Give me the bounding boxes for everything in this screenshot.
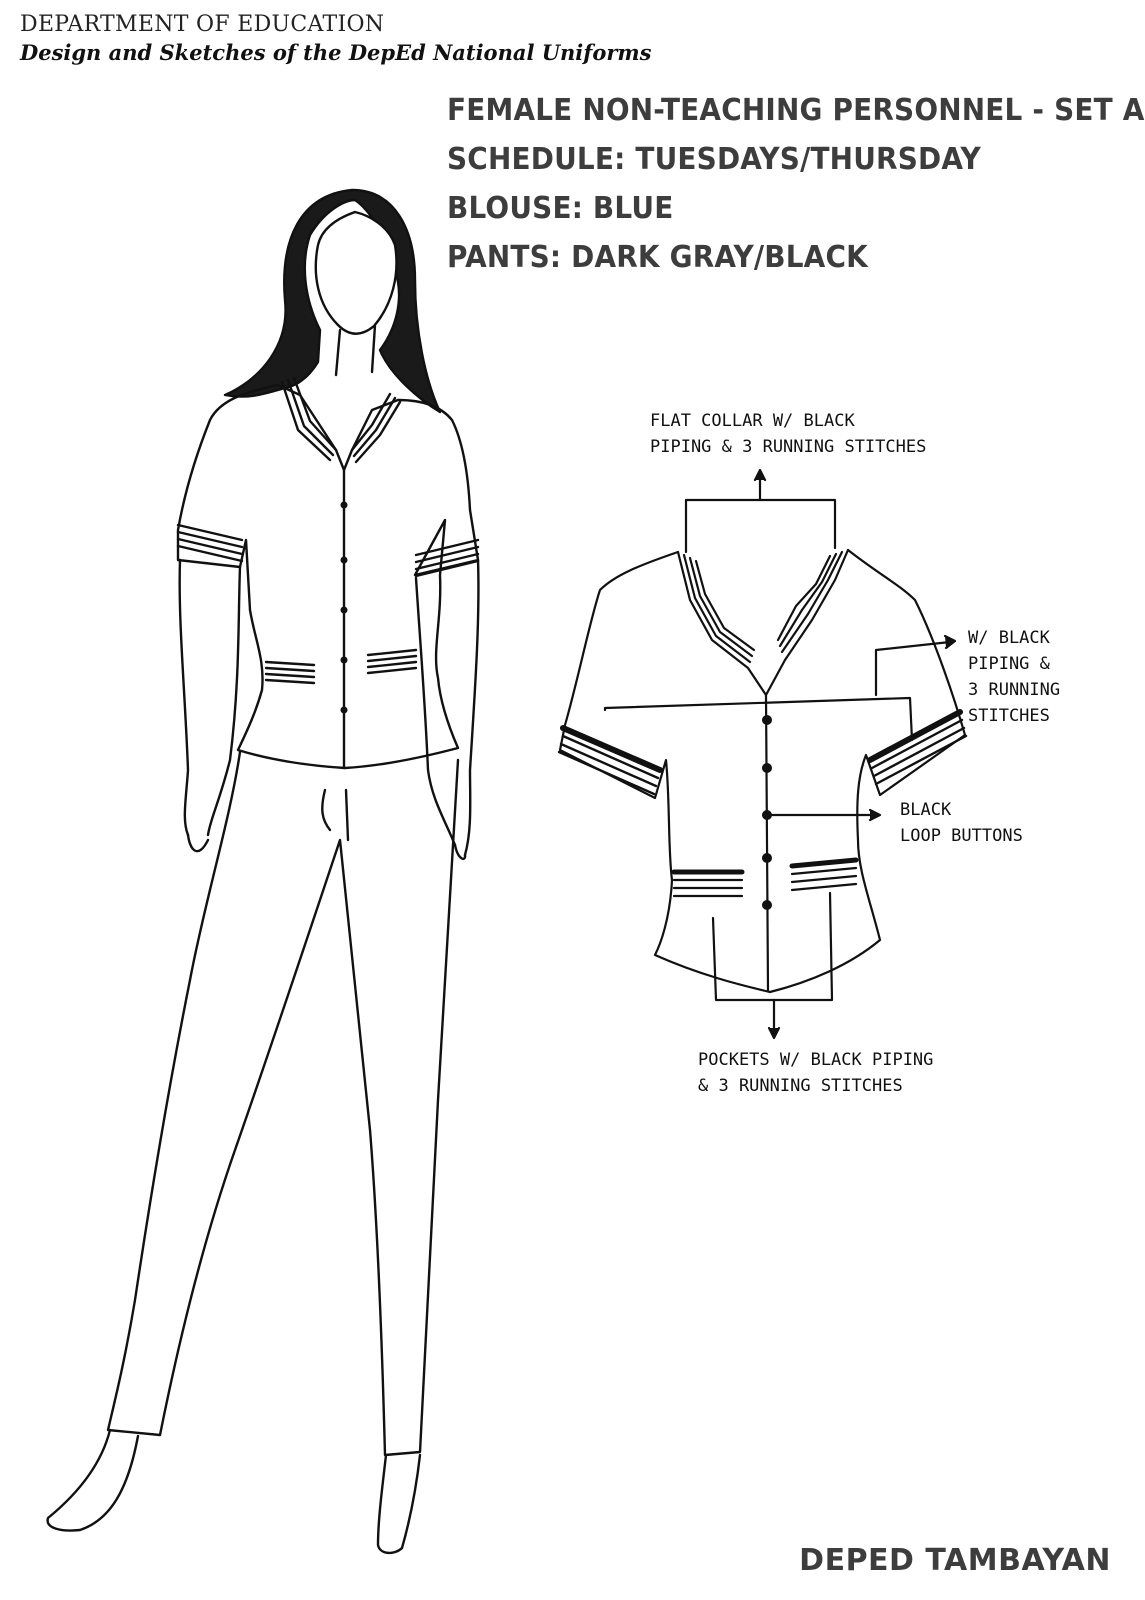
pockets-annotation (698, 1047, 978, 1099)
collar-note-line2: PIPING & 3 RUNNING STITCHES (650, 437, 927, 457)
collar-annotation (650, 408, 970, 460)
buttons-note-line1: BLACK (900, 800, 952, 820)
pants-color-line: PANTS: DARK GRAY/BLACK (447, 240, 868, 275)
document-subtitle: Design and Sketches of the DepEd National Uniforms (20, 40, 652, 65)
pockets-note-line2: & 3 RUNNING STITCHES (698, 1076, 903, 1096)
sleeve-note-line2: PIPING & (968, 654, 1050, 674)
personnel-set-line: FEMALE NON-TEACHING PERSONNEL - SET A (447, 93, 1145, 128)
pockets-note-line1: POCKETS W/ BLACK PIPING (698, 1050, 934, 1070)
schedule-line: SCHEDULE: TUESDAYS/THURSDAY (447, 142, 981, 177)
sleeve-note-line3: 3 RUNNING (968, 680, 1061, 700)
buttons-annotation (900, 797, 1060, 849)
sleeve-note-line1: W/ BLACK (968, 628, 1050, 648)
sleeve-annotation (968, 625, 1108, 729)
buttons-note-line2: LOOP BUTTONS (900, 826, 1023, 846)
footer-brand: DEPED TAMBAYAN (799, 1543, 1111, 1578)
collar-note-line1: FLAT COLLAR W/ BLACK (650, 411, 855, 431)
department-heading: DEPARTMENT OF EDUCATION (20, 12, 385, 37)
blouse-color-line: BLOUSE: BLUE (447, 191, 674, 226)
sleeve-note-line4: STITCHES (968, 706, 1050, 726)
